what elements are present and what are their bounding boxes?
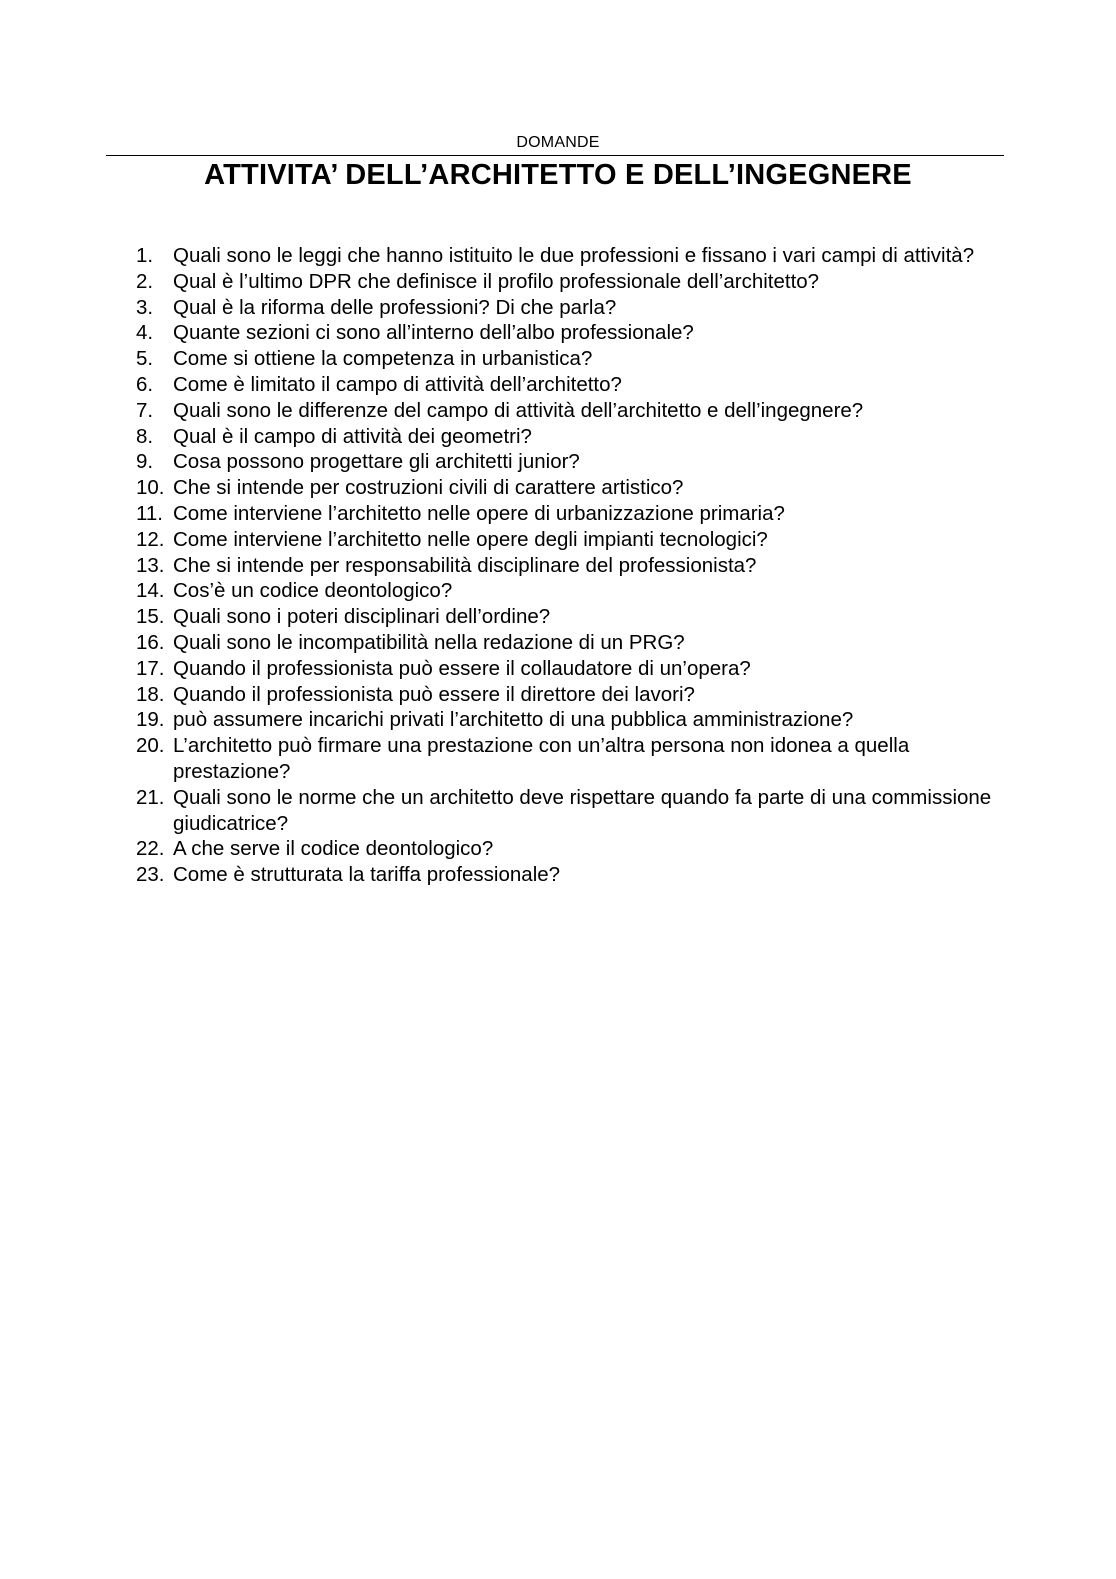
question-number: 17. <box>136 656 165 680</box>
question-text: A che serve il codice deontologico? <box>173 837 494 861</box>
question-item <box>136 682 996 708</box>
question-item <box>136 398 996 424</box>
question-number: 5. <box>136 347 154 371</box>
question-list <box>136 243 996 888</box>
question-text: Qual è l’ultimo DPR che definisce il profilo professionale dell’architetto? <box>173 269 820 293</box>
question-number: 3. <box>136 295 154 319</box>
question-number: 10. <box>136 476 165 500</box>
question-text: Quali sono i poteri disciplinari dell’ordine? <box>173 605 551 629</box>
question-text: Cosa possono progettare gli architetti junior? <box>173 450 580 474</box>
question-text: Come si ottiene la competenza in urbanistica? <box>173 347 593 371</box>
question-text: Quali sono le leggi che hanno istituito le due professioni e fissano i vari campi di attività? <box>173 244 975 267</box>
question-item <box>136 604 996 630</box>
header-rule <box>106 155 1004 156</box>
question-number: 7. <box>136 398 154 422</box>
question-item <box>136 424 996 450</box>
question-item <box>136 320 996 346</box>
question-text: Quali sono le differenze del campo di attività dell’architetto e dell’ingegnere? <box>173 398 864 422</box>
question-text: Quante sezioni ci sono all’interno dell’albo professionale? <box>173 321 694 345</box>
question-number: 22. <box>136 837 165 861</box>
question-text: Quali sono le incompatibilità nella redazione di un PRG? <box>173 630 685 654</box>
question-item <box>136 553 996 579</box>
question-item <box>136 733 996 785</box>
question-item <box>136 578 996 604</box>
question-number: 23. <box>136 863 165 887</box>
question-number: 18. <box>136 682 165 706</box>
question-text: L’architetto può firmare una prestazione con un’altra persona non idonea a quella prestazione? <box>173 734 910 783</box>
question-number: 13. <box>136 553 165 577</box>
question-number: 21. <box>136 785 165 809</box>
question-text: Che si intende per costruzioni civili di carattere artistico? <box>173 476 684 500</box>
question-item <box>136 295 996 321</box>
question-text: Come è limitato il campo di attività dell’architetto? <box>173 372 622 396</box>
question-text: Come interviene l’architetto nelle opere di urbanizzazione primaria? <box>173 501 785 525</box>
question-item <box>136 707 996 733</box>
question-number: 12. <box>136 527 165 551</box>
question-item <box>136 862 996 888</box>
question-item <box>136 836 996 862</box>
header-label: DOMANDE <box>516 134 600 151</box>
question-number: 16. <box>136 630 165 654</box>
question-number: 11. <box>136 501 163 525</box>
question-text: Qual è la riforma delle professioni? Di che parla? <box>173 295 617 319</box>
question-item <box>136 372 996 398</box>
question-number: 4. <box>136 321 154 345</box>
question-item <box>136 785 996 837</box>
question-number: 15. <box>136 605 165 629</box>
question-item <box>136 269 996 295</box>
question-item <box>136 475 996 501</box>
question-item <box>136 527 996 553</box>
question-text: può assumere incarichi privati l’architetto di una pubblica amministrazione? <box>173 708 854 732</box>
question-number: 9. <box>136 450 154 474</box>
question-number: 1. <box>136 244 154 267</box>
question-item <box>136 243 996 269</box>
question-text: Cos’è un codice deontologico? <box>173 579 453 603</box>
question-text: Quando il professionista può essere il collaudatore di un’opera? <box>173 656 751 680</box>
question-text: Come è strutturata la tariffa professionale? <box>173 863 561 887</box>
question-text: Che si intende per responsabilità disciplinare del professionista? <box>173 553 757 577</box>
question-text: Come interviene l’architetto nelle opere degli impianti tecnologici? <box>173 527 768 551</box>
question-number: 19. <box>136 708 165 732</box>
question-number: 8. <box>136 424 154 448</box>
question-item <box>136 346 996 372</box>
question-item <box>136 630 996 656</box>
question-number: 6. <box>136 372 154 396</box>
question-item <box>136 449 996 475</box>
question-text: Qual è il campo di attività dei geometri? <box>173 424 532 448</box>
question-text: Quando il professionista può essere il direttore dei lavori? <box>173 682 695 706</box>
document-title: ATTIVITA’ DELL’ARCHITETTO E DELL’INGEGNERE <box>204 159 912 191</box>
question-text: Quali sono le norme che un architetto deve rispettare quando fa parte di una commissione giudicatrice? <box>173 785 992 835</box>
question-number: 2. <box>136 269 154 293</box>
question-item <box>136 501 996 527</box>
question-number: 14. <box>136 579 165 603</box>
question-item <box>136 656 996 682</box>
question-number: 20. <box>136 734 165 758</box>
